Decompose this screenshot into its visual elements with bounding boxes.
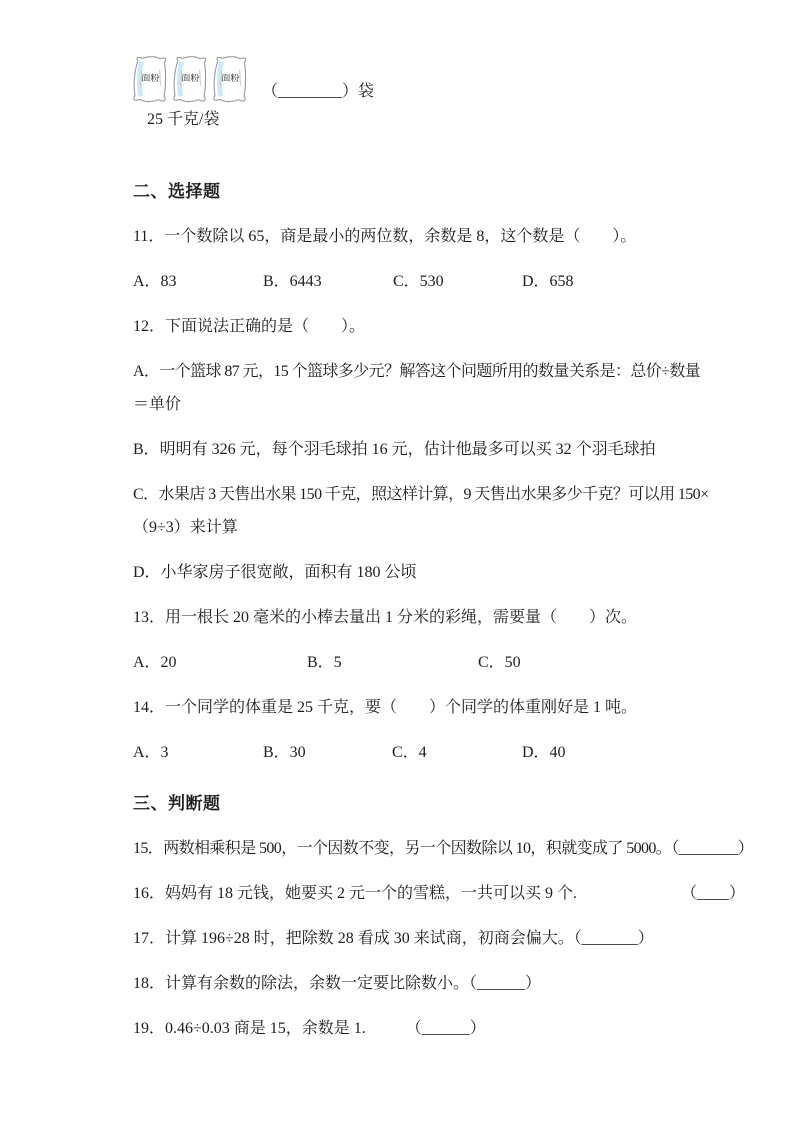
question-17-text: 17．计算 196÷28 时，把除数 28 看成 30 来试商，初商会偏大。（_______） xyxy=(133,930,654,947)
option-a: A．3 xyxy=(133,744,169,761)
section-heading-choice: 二、选择题 xyxy=(133,182,221,201)
question-12-option-d: D．小华家房子很宽敞，面积有 180 公顷 xyxy=(133,564,417,581)
flour-bag-icon xyxy=(170,54,208,105)
flour-bag-icon xyxy=(210,54,248,105)
answer-blank-bag-count: （________）袋 xyxy=(262,83,375,100)
flour-bag-label: 面粉 xyxy=(221,72,240,84)
option-d: D．40 xyxy=(522,744,566,761)
question-14-options xyxy=(133,736,675,769)
option-b: B．5 xyxy=(307,654,342,671)
flour-bags xyxy=(131,54,248,104)
question-13-options xyxy=(133,646,675,679)
option-c: C．4 xyxy=(392,744,427,761)
question-16-text: 16．妈妈有 18 元钱，她要买 2 元一个的雪糕，一共可以买 9 个. （____） xyxy=(133,885,746,902)
unit-price-label: 25 千克/袋 xyxy=(147,111,220,128)
option-a: A．83 xyxy=(133,273,177,290)
question-15-text: 15．两数相乘积是 500，一个因数不变，另一个因数除以 10，积就变成了 5000。（________） xyxy=(133,840,754,857)
option-b: B．30 xyxy=(263,744,306,761)
option-a: A．20 xyxy=(133,654,177,671)
question-14-text: 14．一个同学的体重是 25 千克，要（ ）个同学的体重刚好是 1 吨。 xyxy=(133,699,638,716)
flour-bags-row xyxy=(131,54,675,104)
flour-bag-label: 面粉 xyxy=(141,72,160,84)
option-d: D．658 xyxy=(522,273,574,290)
option-c: C．530 xyxy=(393,273,444,290)
question-18-text: 18．计算有余数的除法，余数一定要比除数小。（______） xyxy=(133,975,542,992)
question-10-figure xyxy=(131,54,675,135)
question-19-text: 19．0.46÷0.03 商是 15，余数是 1. （______） xyxy=(133,1020,486,1037)
question-12-option-a: A．一个篮球 87 元，15 个篮球多少元？解答这个问题所用的数量关系是：总价÷数量 ＝单价 xyxy=(133,363,701,413)
question-12-text: 12．下面说法正确的是（ ）。 xyxy=(133,318,366,335)
question-11-options xyxy=(133,265,675,298)
flour-bag-label: 面粉 xyxy=(181,72,200,84)
question-12-option-c: C．水果店 3 天售出水果 150 千克，照这样计算，9 天售出水果多少千克？可以用 150× （9÷3）来计算 xyxy=(133,486,709,536)
section-heading-judge: 三、判断题 xyxy=(133,794,221,813)
flour-bag-icon xyxy=(130,54,168,105)
question-12-option-b: B．明明有 326 元，每个羽毛球拍 16 元，估计他最多可以买 32 个羽毛球拍 xyxy=(133,441,656,458)
option-b: B．6443 xyxy=(263,273,322,290)
question-11-text: 11．一个数除以 65，商是最小的两位数，余数是 8，这个数是（ ）。 xyxy=(133,228,637,245)
option-c: C．50 xyxy=(478,654,521,671)
question-13-text: 13．用一根长 20 毫米的小棒去量出 1 分米的彩绳，需要量（ ）次。 xyxy=(133,609,638,626)
